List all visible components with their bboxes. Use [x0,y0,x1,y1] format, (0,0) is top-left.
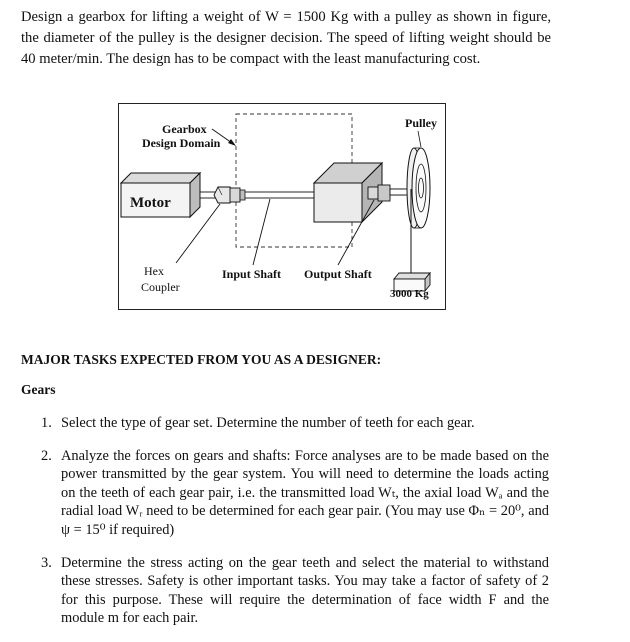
input-shaft [234,192,314,198]
output-shaft-label: Output Shaft [304,267,372,281]
subheading-gears: Gears [21,382,56,397]
list-text: Analyze the forces on gears and shafts: Force analyses are to be made based on the power transmitted by the gear system. You will need to determine the loads acting on the teeth of each gear pair, i.e. the transmitted load Wₜ, the axial load Wₐ and the radial load Wᵣ need to be determined for each gear pair. (You may use Φₙ = 20⁰, and ψ = 15⁰ if required) [61,447,549,538]
list-item [21,554,549,628]
weight-label: 3000 Kg [390,288,429,300]
pulley [407,148,430,228]
motor-label: Motor [130,195,171,211]
hex-label: Hex [144,264,164,278]
gearbox-label: Gearbox [162,122,207,136]
list-number: 3. [41,554,52,571]
list-text: Determine the stress acting on the gear teeth and select the material to withstand these stresses. Safety is other important tasks. You may take a factor of safety of 2 for this purpose. These will require the determination of face width F and the module m for each pair. [61,554,549,627]
list-item [21,447,549,540]
gearbox-figure [118,103,446,310]
list-number: 2. [41,447,52,464]
input-coupling [230,188,245,202]
section-heading: MAJOR TASKS EXPECTED FROM YOU AS A DESIGNER: [21,352,382,367]
list-text: Select the type of gear set. Determine the number of teeth for each gear. [61,415,475,431]
task-list [21,414,549,642]
list-number: 1. [41,415,52,431]
pulley-label: Pulley [405,116,437,130]
design-domain-label: Design Domain [142,136,221,150]
input-shaft-label: Input Shaft [222,267,282,281]
list-item [21,414,549,433]
coupler-label: Coupler [141,280,180,294]
problem-statement: Design a gearbox for lifting a weight of W = 1500 Kg with a pulley as shown in figure, the diameter of the pulley is the designer decision. The speed of lifting weight should be 40 meter/min. The design has to be compact with the least manufacturing cost. [21,9,551,67]
